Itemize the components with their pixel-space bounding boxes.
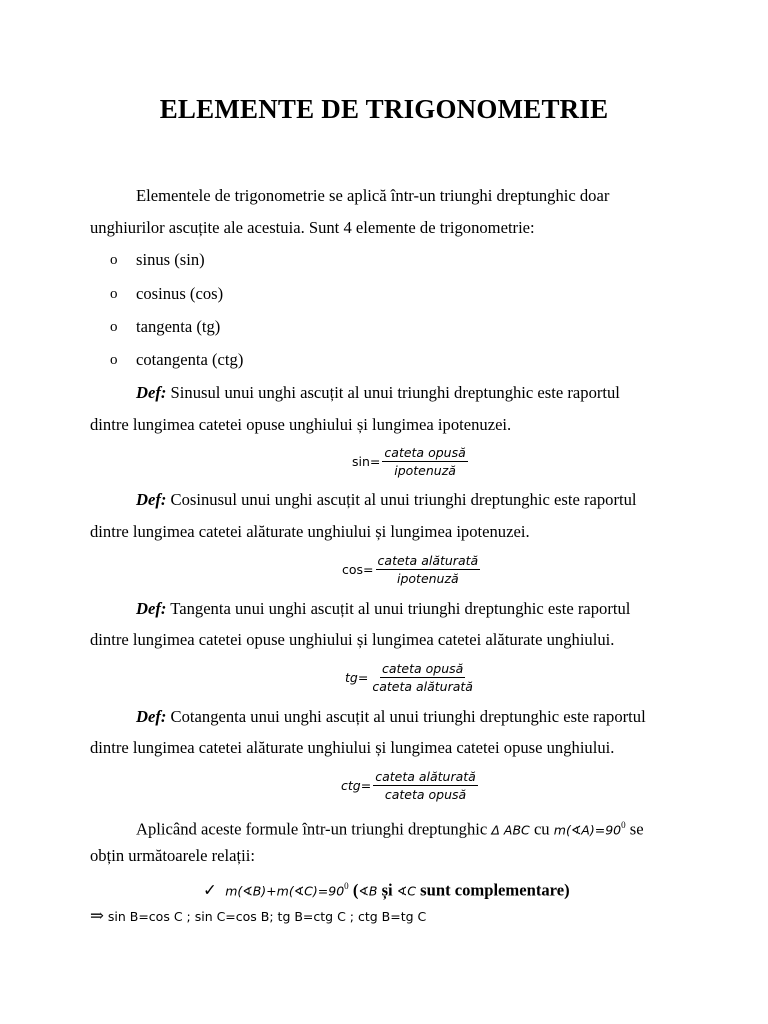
- list-item: cotangenta (ctg): [136, 350, 244, 369]
- result-relations: [90, 906, 426, 927]
- def-label: Def:: [136, 599, 167, 618]
- formula-lhs: sin: [352, 454, 370, 469]
- bullet-marker: o: [110, 352, 118, 368]
- definition-cos-line-2: dintre lungimea catetei alăturate unghiului și lungimea ipotenuzei.: [90, 522, 530, 541]
- angle-b: ∢B: [358, 883, 378, 899]
- fraction-numerator: cateta alăturată: [375, 769, 476, 784]
- fraction: [370, 661, 475, 694]
- list-item: tangenta (tg): [136, 317, 221, 336]
- apply-line-2: obțin următoarele relații:: [90, 846, 255, 865]
- intro-line-1: Elementele de trigonometrie se aplică într-un triunghi dreptunghic doar: [136, 186, 610, 205]
- apply-line-1: [136, 815, 644, 841]
- def-label: Def:: [136, 707, 167, 726]
- fraction-numerator: cateta opusă: [384, 445, 466, 460]
- angle-expression: m(∢A)=90: [553, 822, 622, 838]
- angle-c: ∢C: [396, 883, 416, 899]
- fraction-denominator: ipotenuză: [396, 571, 459, 586]
- definition-text: Cotangenta unui unghi ascuțit al unui triunghi dreptunghic este raportul: [166, 707, 646, 726]
- formula-lhs: ctg: [341, 778, 361, 793]
- definition-ctg-line-2: dintre lungimea catetei alăturate unghiului și lungimea catetei opuse unghiului.: [90, 738, 615, 757]
- definition-ctg-line-1: [136, 707, 646, 727]
- definition-text: Tangenta unui unghi ascuțit al unui triunghi dreptunghic este raportul: [166, 599, 631, 618]
- formula-sin: sin = $\frac{\text{cateta opusă}}{\text{ipotenuză}}$: [352, 445, 466, 478]
- fraction: [376, 553, 481, 586]
- page-title: ELEMENTE DE TRIGONOMETRIE: [159, 94, 609, 124]
- degree-superscript: 0: [344, 881, 349, 891]
- formula-lhs: tg: [345, 670, 358, 685]
- apply-se: se: [625, 819, 644, 839]
- implies-arrow-icon: ⇒: [90, 906, 104, 925]
- definition-cos-line-1: [136, 490, 637, 510]
- conjunction: și: [377, 880, 397, 900]
- degree-superscript: 0: [621, 820, 626, 830]
- definition-text: Sinusul unui unghi ascuțit al unui triunghi dreptunghic este raportul: [166, 383, 620, 402]
- def-label: Def:: [136, 490, 167, 509]
- def-label: Def:: [136, 383, 167, 402]
- fraction-denominator: ipotenuză: [394, 463, 456, 478]
- bullet-marker: o: [110, 252, 118, 268]
- definition-tg-line-2: dintre lungimea catetei opuse unghiului și lungimea catetei alăturate unghiului.: [90, 630, 615, 649]
- complementary-note: sunt complementare): [416, 880, 570, 900]
- list-item: sinus (sin): [136, 250, 205, 269]
- checkmark-icon: ✓: [203, 880, 217, 900]
- bullet-marker: o: [110, 286, 118, 302]
- fraction-numerator: cateta alăturată: [377, 553, 479, 568]
- definition-sin-line-1: [136, 383, 620, 403]
- definition-text: Cosinusul unui unghi ascuțit al unui triunghi dreptunghic este raportul: [166, 490, 637, 509]
- fraction-denominator: cateta opusă: [384, 787, 467, 802]
- definition-sin-line-2: dintre lungimea catetei opuse unghiului și lungimea ipotenuzei.: [90, 415, 512, 434]
- complementary-expression: m(∢B)+m(∢C)=90: [225, 883, 345, 899]
- formula-cos: cos = $\frac{\text{cateta alăturată}}{\text{ipotenuză}}$: [342, 553, 479, 586]
- formula-tg: tg = $\frac{\text{cateta opusă}}{\text{cateta alăturată}}$: [345, 661, 473, 694]
- list-item: cosinus (cos): [136, 284, 224, 303]
- formula-lhs: cos: [342, 562, 364, 577]
- bullet-marker: o: [110, 319, 118, 335]
- intro-line-2: unghiurilor ascuțite ale acestuia. Sunt 4 elemente de trigonometrie:: [90, 218, 535, 237]
- apply-text: Aplicând aceste formule într-un triunghi dreptunghic: [136, 819, 492, 839]
- formula-ctg: ctg = $\frac{\text{cateta alăturată}}{\text{cateta opusă}}$: [341, 769, 476, 802]
- fraction: [373, 769, 478, 802]
- triangle-notation: Δ ABC: [491, 822, 530, 838]
- result-formulas: sin B=cos C ; sin C=cos B; tg B=ctg C ; ctg B=tg C: [103, 909, 427, 924]
- complementary-relation: [203, 876, 570, 902]
- apply-cu: cu: [529, 819, 554, 839]
- fraction: [382, 445, 467, 478]
- definition-tg-line-1: [136, 599, 630, 619]
- fraction-numerator: cateta opusă: [381, 661, 464, 676]
- fraction-denominator: cateta alăturată: [372, 679, 473, 694]
- paren-open: (: [348, 880, 359, 900]
